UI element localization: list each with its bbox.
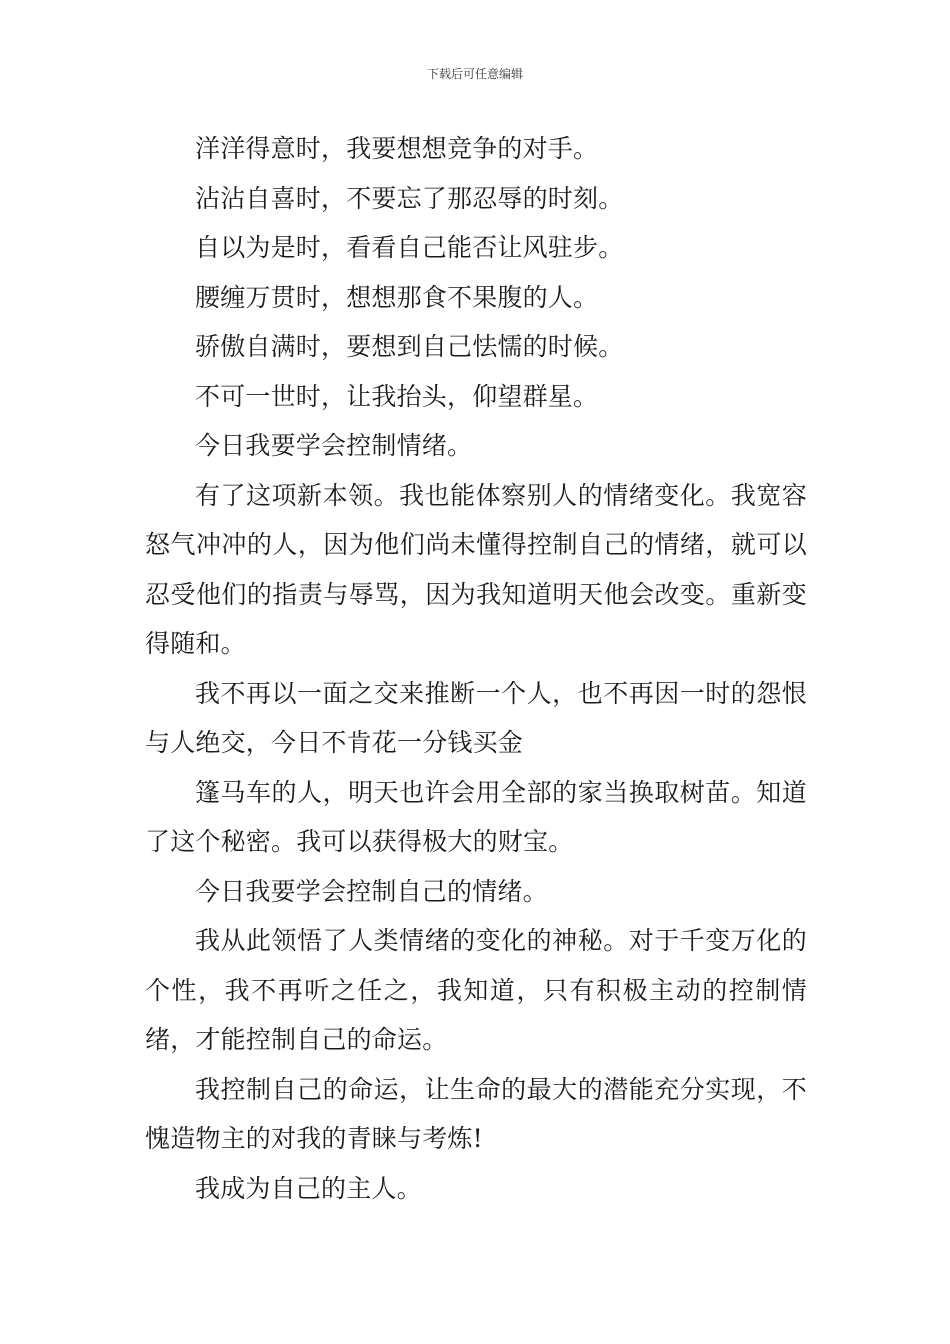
paragraph: 今日我要学会控制情绪。 (195, 431, 473, 460)
paragraph: 今日我要学会控制自己的情绪。 (195, 876, 548, 906)
paragraph: 我从此领悟了人类情绪的变化的神秘。对于千变万化的个性，我不再听之任之，我知道，只有积极主动的控制情绪，才能控制自己的命运。 (145, 926, 807, 1054)
paragraph: 自以为是时，看看自己能否让风驻步。 (195, 233, 624, 262)
paragraph: 骄傲自满时，要想到自己怯懦的时候。 (195, 332, 624, 361)
document-body (145, 124, 807, 1213)
paragraph: 篷马车的人，明天也许会用全部的家当换取树苗。知道了这个秘密。我可以获得极大的财宝。 (145, 777, 807, 856)
page-header: 下载后可任意编辑 (426, 67, 523, 81)
paragraph: 有了这项新本领。我也能体察别人的情绪变化。我宽容怒气冲冲的人，因为他们尚未懂得控制自己的情绪，就可以忍受他们的指责与辱骂，因为我知道明天他会改变。重新变得随和。 (145, 480, 807, 658)
paragraph: 沾沾自喜时，不要忘了那忍辱的时刻。 (195, 183, 624, 213)
paragraph: 洋洋得意时，我要想想竞争的对手。 (195, 134, 599, 163)
paragraph: 我不再以一面之交来推断一个人，也不再因一时的怨恨与人绝交，今日不肯花一分钱买金 (145, 678, 807, 757)
paragraph: 腰缠万贯时，想想那食不果腹的人。 (195, 282, 599, 312)
paragraph: 我成为自己的主人。 (195, 1173, 422, 1203)
paragraph: 不可一世时，让我抬头，仰望群星。 (195, 381, 599, 411)
paragraph: 我控制自己的命运，让生命的最大的潜能充分实现，不愧造物主的对我的青睐与考炼! (145, 1074, 807, 1153)
